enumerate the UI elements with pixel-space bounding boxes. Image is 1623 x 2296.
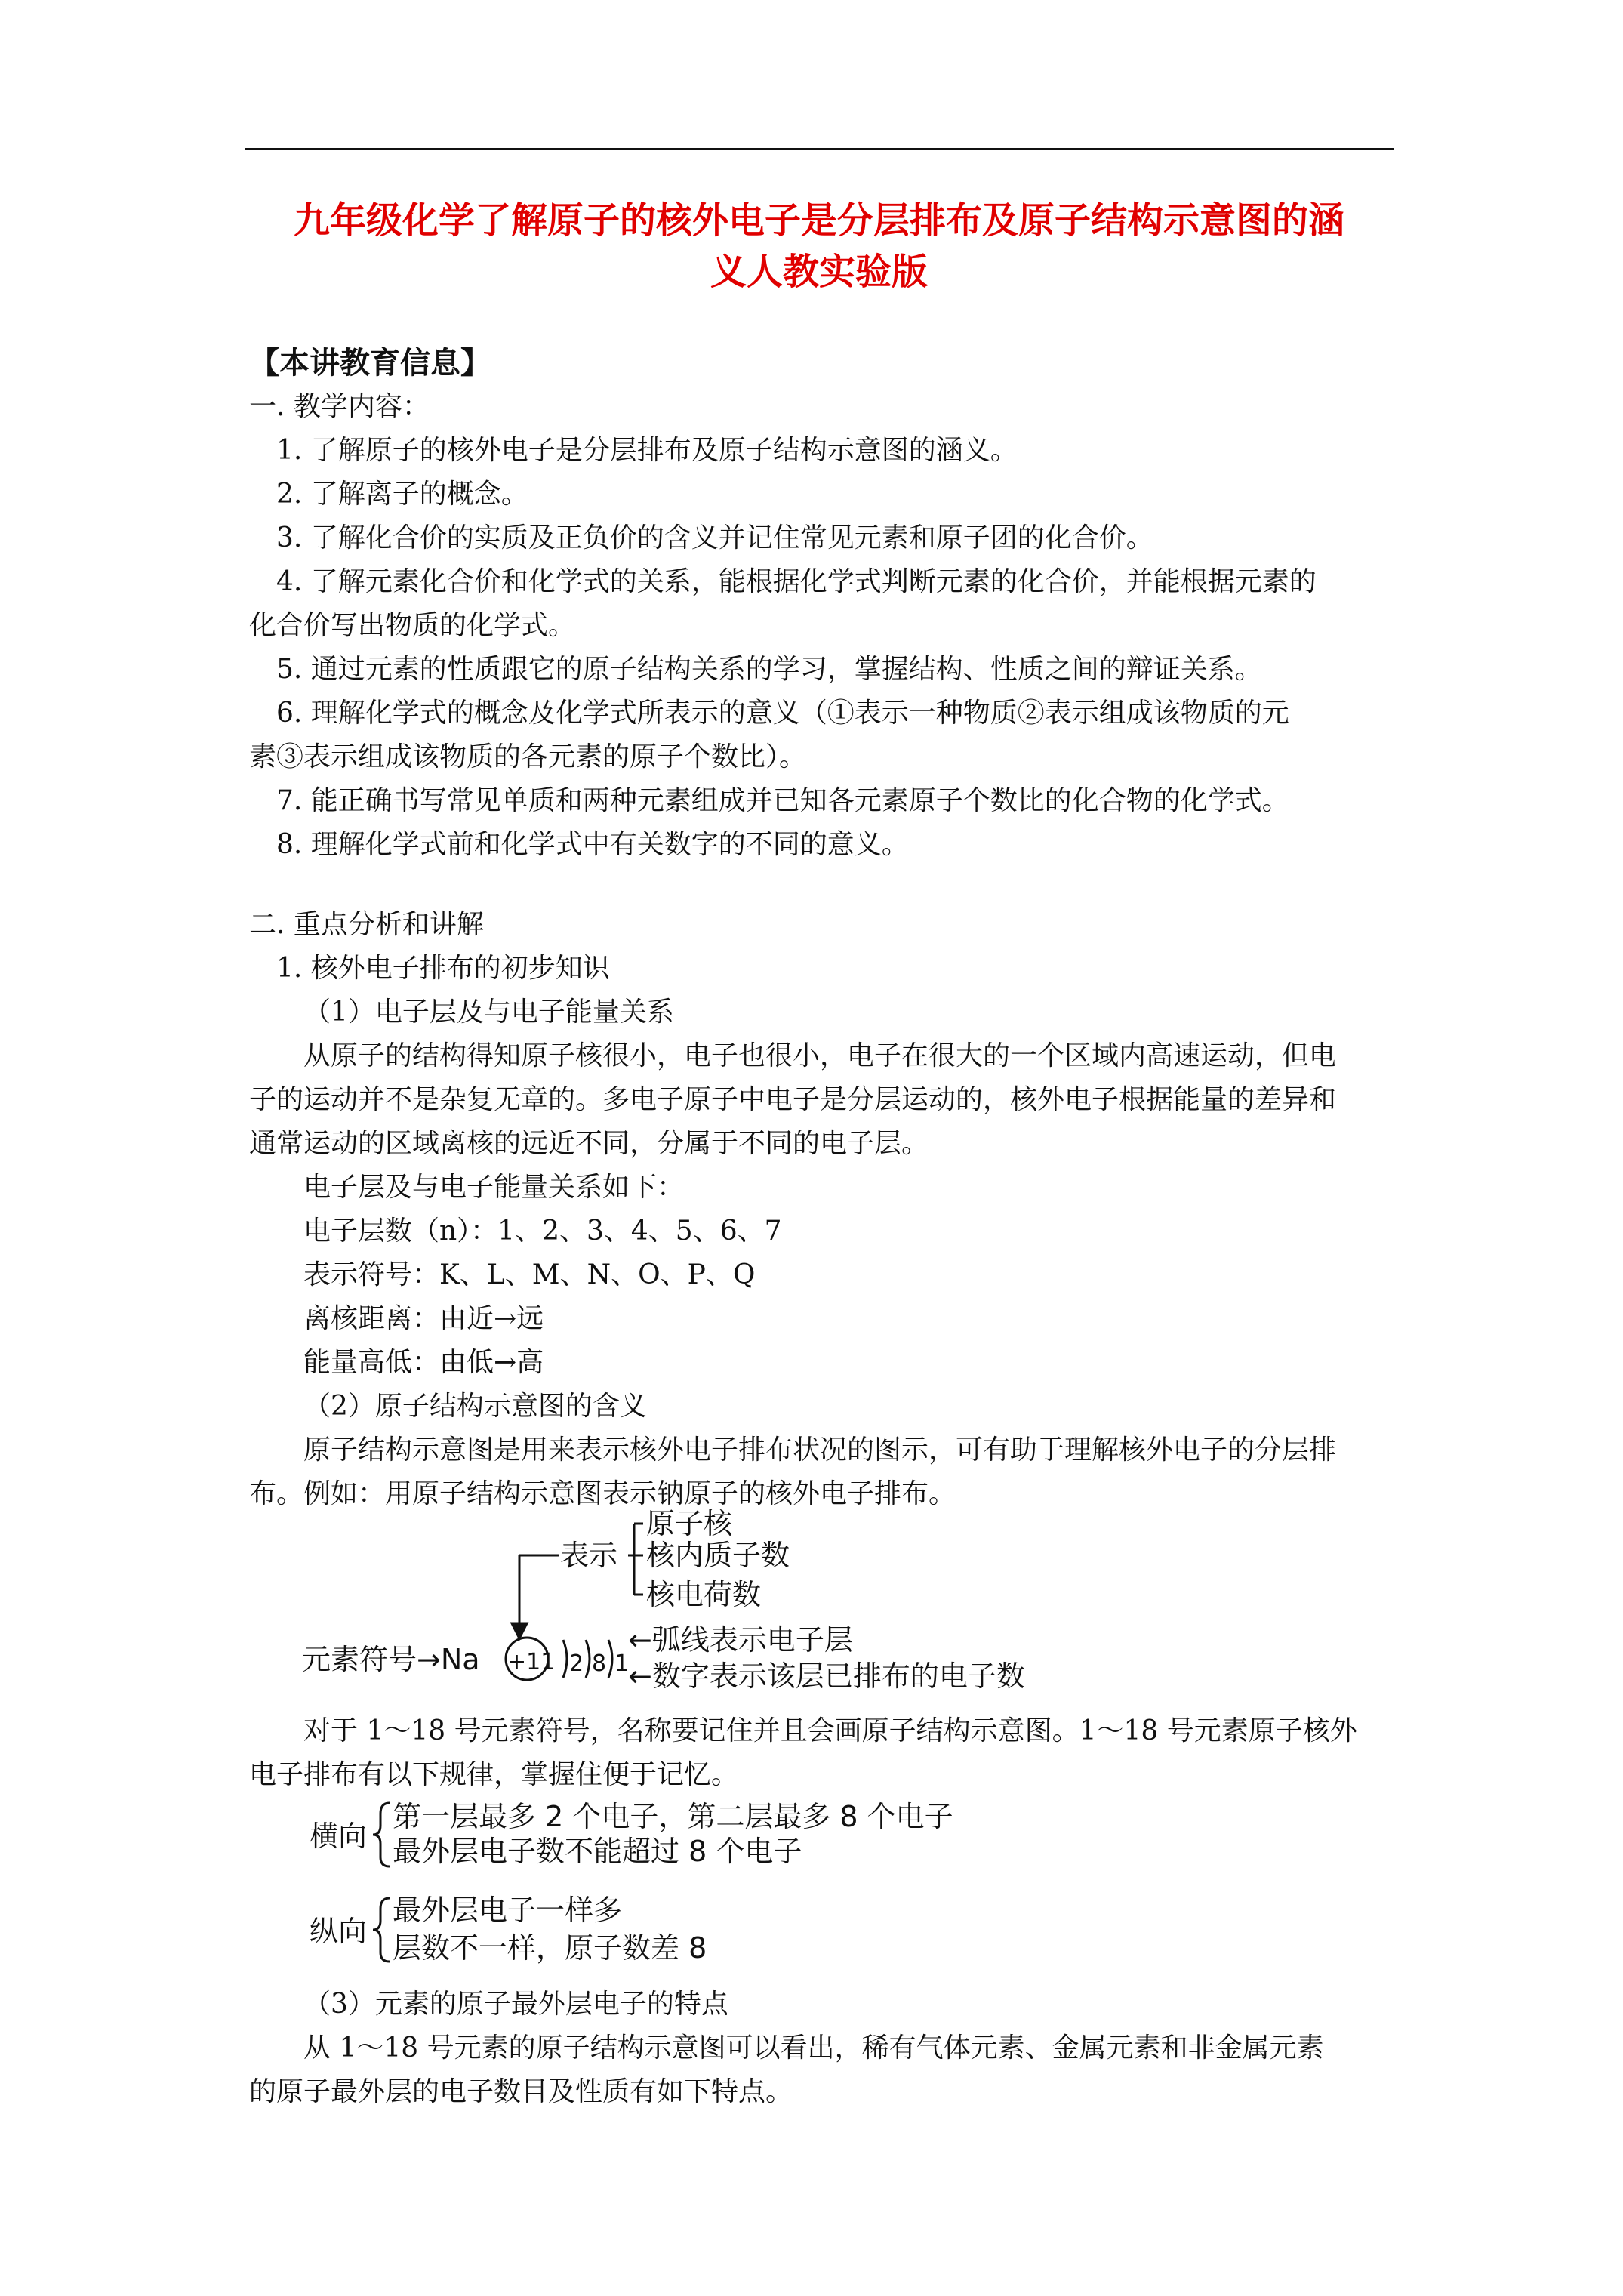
- relation-intro: 电子层及与电子能量关系如下：: [303, 1172, 685, 1203]
- paragraph-line: 布。例如：用原子结构示意图表示钠原子的核外电子排布。: [249, 1478, 956, 1509]
- list-item: 7. 能正确书写常见单质和两种元素组成并已知各元素原子个数比的化合物的化学式。: [276, 785, 1289, 816]
- relation-line: 离核距离：由近→远: [303, 1303, 544, 1334]
- relation-line: 能量高低：由低→高: [303, 1347, 544, 1378]
- rule-line: 最外层电子数不能超过 8 个电子: [393, 1835, 802, 1868]
- subheading: （1）电子层及与电子能量关系: [303, 997, 674, 1028]
- rule-line: 最外层电子一样多: [393, 1894, 623, 1927]
- list-item: 1. 了解原子的核外电子是分层排布及原子结构示意图的涵义。: [276, 435, 1018, 466]
- paragraph-line: 原子结构示意图是用来表示核外电子排布状况的图示，可有助于理解核外电子的分层排: [303, 1435, 1337, 1465]
- list-item-continuation: 素③表示组成该物质的各元素的原子个数比）。: [249, 741, 807, 772]
- number-note: ←数字表示该层已排布的电子数: [628, 1660, 1025, 1693]
- paragraph-line: 从 1～18 号元素的原子结构示意图可以看出，稀有气体元素、金属元素和非金属元素: [303, 2032, 1324, 2063]
- rule-line: 第一层最多 2 个电子，第二层最多 8 个电子: [393, 1800, 953, 1833]
- paragraph-line: 从原子的结构得知原子核很小，电子也很小，电子在很大的一个区域内高速运动，但电: [303, 1040, 1337, 1071]
- rules-diagram: [310, 1797, 1140, 1978]
- shell-count: 8: [592, 1650, 607, 1677]
- paragraph-line: 电子排布有以下规律，掌握住便于记忆。: [249, 1759, 739, 1790]
- paragraph-line: 子的运动并不是杂复无章的。多电子原子中电子是分层运动的，核外电子根据能量的差异和: [249, 1084, 1337, 1115]
- list-item: 4. 了解元素化合价和化学式的关系，能根据化学式判断元素的化合价，并能根据元素的: [276, 566, 1317, 597]
- list-item: 8. 理解化学式前和化学式中有关数字的不同的意义。: [276, 829, 909, 860]
- horizontal-label: 横向: [310, 1820, 368, 1853]
- paragraph-line: 的原子最外层的电子数目及性质有如下特点。: [249, 2076, 793, 2107]
- list-item: 3. 了解化合价的实质及正负价的含义并记住常见元素和原子团的化合价。: [276, 522, 1153, 553]
- title-line: 义人教实验版: [710, 251, 928, 293]
- branch-label: 核电荷数: [646, 1578, 762, 1611]
- shell-count: 2: [569, 1650, 584, 1677]
- relation-line: 表示符号：K、L、M、N、O、P、Q: [303, 1259, 756, 1290]
- document-title: [245, 195, 1394, 297]
- part1-heading: 一. 教学内容：: [249, 391, 430, 422]
- section-header: 【本讲教育信息】: [249, 345, 491, 381]
- list-item: 6. 理解化学式的概念及化学式所表示的意义（①表示一种物质②表示组成该物质的元: [276, 698, 1289, 729]
- represent-label: 表示: [560, 1539, 618, 1572]
- subheading: 1. 核外电子排布的初步知识: [276, 953, 610, 984]
- symbol-label: 元素符号→Na: [302, 1643, 480, 1676]
- arc-note: ←弧线表示电子层: [628, 1623, 853, 1657]
- branch-label: 原子核: [646, 1507, 733, 1540]
- subheading: （3）元素的原子最外层电子的特点: [303, 1989, 728, 2020]
- paragraph-line: 对于 1～18 号元素符号，名称要记住并且会画原子结构示意图。1～18 号元素原子核外: [303, 1715, 1357, 1746]
- relation-line: 电子层数（n）：1、2、3、4、5、6、7: [303, 1216, 782, 1247]
- title-line: 九年级化学了解原子的核外电子是分层排布及原子结构示意图的涵: [293, 199, 1344, 242]
- paragraph-line: 通常运动的区域离核的远近不同，分属于不同的电子层。: [249, 1128, 929, 1159]
- shell-count: 1: [614, 1650, 630, 1677]
- branch-label: 核内质子数: [646, 1539, 790, 1572]
- list-item: 2. 了解离子的概念。: [276, 479, 528, 510]
- nucleus-charge: +11: [507, 1649, 556, 1675]
- na-structure-diagram: [302, 1502, 1132, 1706]
- subheading: （2）原子结构示意图的含义: [303, 1391, 647, 1422]
- vertical-label: 纵向: [310, 1915, 368, 1948]
- part2-heading: 二. 重点分析和讲解: [249, 909, 484, 940]
- list-item: 5. 通过元素的性质跟它的原子结构关系的学习，掌握结构、性质之间的辩证关系。: [276, 654, 1262, 685]
- list-item-continuation: 化合价写出物质的化学式。: [249, 610, 576, 641]
- header-rule: [245, 148, 1394, 150]
- rule-line: 层数不一样，原子数差 8: [393, 1931, 707, 1965]
